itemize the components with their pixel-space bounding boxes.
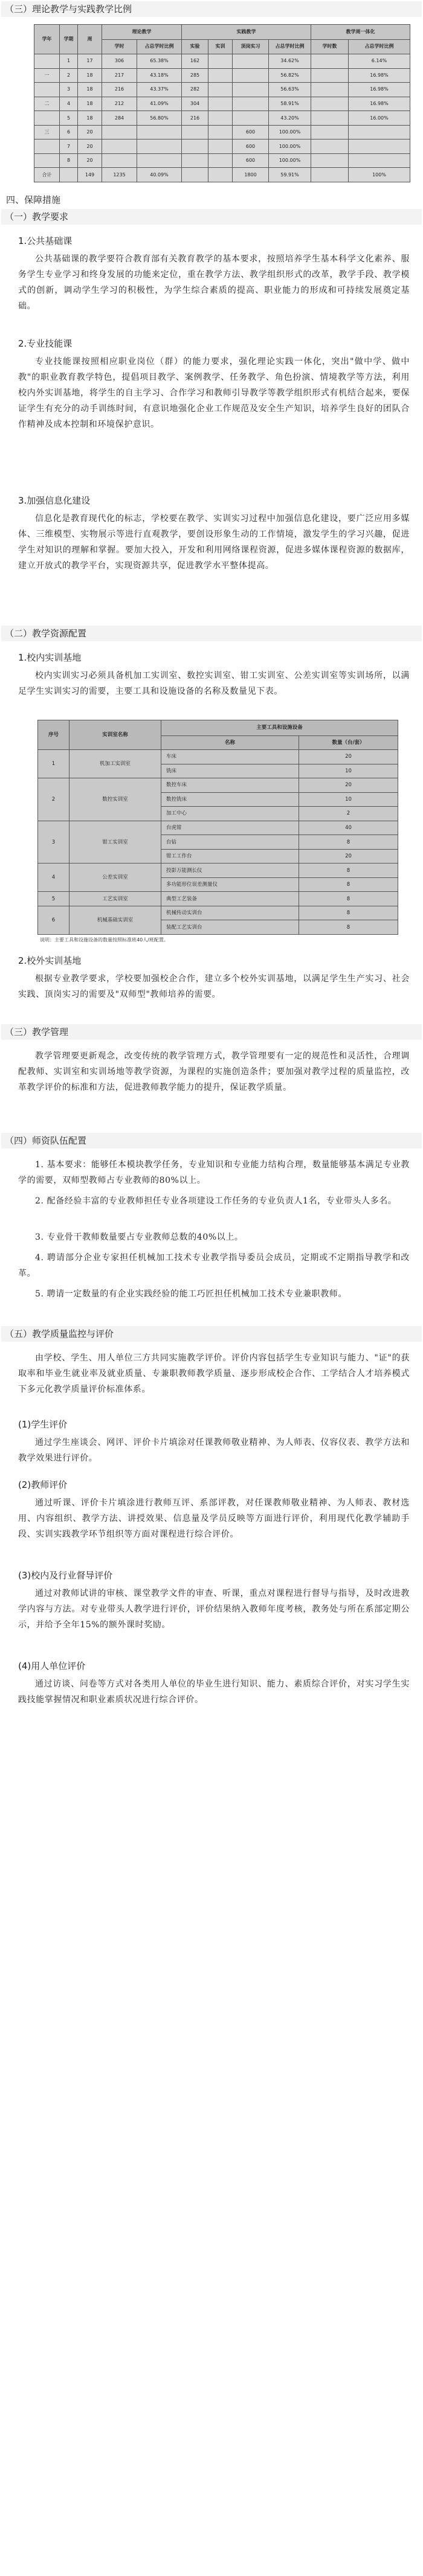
th-practice-ratio: 占总学时比例: [269, 39, 311, 54]
table-row: [38, 750, 398, 764]
table-cell: 18: [78, 111, 102, 126]
equip-qty-cell: 40: [299, 821, 398, 835]
staff-item-1: 1. 基本要求：能够任本模块教学任务，专业知识和专业能力结构合理，数量能够基本满足专业教学的需要，双师型教师占专业教师的80%以上。: [18, 1160, 410, 1185]
table-cell: [233, 83, 269, 97]
table-cell: 16.00%: [349, 111, 410, 126]
table-cell: [137, 125, 182, 139]
table-cell: 20: [78, 125, 102, 139]
th-theory: 理论教学: [102, 25, 182, 40]
staff-item-3: 3. 专业骨干教师数量要占专业教师总数的40%以上。: [35, 1232, 244, 1242]
equip-qty-cell: 20: [299, 778, 398, 793]
heading-public-courses: 1.公共基础课: [18, 235, 73, 246]
staff-item-5: 5. 聘请一定数量的有企业实践经验的能工巧匠担任机械加工技术专业兼职教师。: [35, 1289, 347, 1299]
table-cell: [349, 125, 410, 139]
table-cell: [233, 68, 269, 83]
table-cell: [34, 54, 60, 69]
equip-qty-cell: 8: [299, 835, 398, 850]
th-practice-intern: 顶岗实习: [233, 39, 269, 54]
table-cell: [311, 139, 349, 154]
heading-external-base: 2.校外实训基地: [18, 955, 82, 966]
para-supervision-eval: 通过对教师试讲的审核、课堂教学文件的审查、听课，重点对课程进行督导与指导，及时改进教学内容与方法。对专业带头人教学进行评价，评价结果纳入教师年度考核，教务处与所在系部定期公示，并给予全年15%的额外课时奖励。: [18, 1589, 410, 1630]
equip-name-cell: 铣床: [161, 764, 299, 778]
equip-qty-cell: 20: [299, 849, 398, 863]
table-cell: 59.91%: [269, 168, 311, 182]
section-title-teaching-req: （一）教学要求: [1, 209, 422, 225]
equip-qty-cell: 2: [299, 807, 398, 821]
th-equip-qty: 数量（台/套）: [299, 735, 398, 750]
table-cell: [311, 125, 349, 139]
table-cell: 6: [60, 125, 78, 139]
table-row: [38, 778, 398, 793]
th-semester: 学年: [34, 25, 60, 54]
th-practice-lab: 实验: [182, 39, 208, 54]
equip-name-cell: 多功能形位误差测量仪: [161, 877, 299, 892]
table-cell: 149: [78, 168, 102, 182]
equip-name-cell: 钳工工作台: [161, 849, 299, 863]
table-cell: [102, 153, 137, 168]
equip-room-cell: 公差实训室: [69, 863, 161, 892]
table-cell: 216: [182, 111, 208, 126]
table-row: [38, 821, 398, 835]
table-cell: [34, 153, 60, 168]
table-cell: 1235: [102, 168, 137, 182]
equip-qty-cell: 8: [299, 920, 398, 935]
heading-student-eval: (1)学生评价: [18, 1419, 68, 1430]
table-cell: [208, 153, 233, 168]
equip-qty-cell: 8: [299, 863, 398, 878]
table-row: [34, 153, 410, 168]
table-cell: [137, 153, 182, 168]
equip-qty-cell: 20: [299, 750, 398, 764]
table-cell: [102, 125, 137, 139]
table-cell: 3: [60, 83, 78, 97]
section-title-management: （三）教学管理: [1, 1024, 422, 1040]
equip-room-cell: 机械基础实训室: [69, 906, 161, 934]
table-cell: [182, 139, 208, 154]
th-equipment: 主要工具和设施设备: [161, 720, 398, 736]
table-cell: 162: [182, 54, 208, 69]
equip-room-cell: 机加工实训室: [69, 750, 161, 778]
table-cell: 600: [233, 125, 269, 139]
table-cell: 56.82%: [269, 68, 311, 83]
table-row: [34, 125, 410, 139]
th-total: 教学周一体化: [311, 25, 410, 40]
table-cell: 217: [102, 68, 137, 83]
table-cell: 二: [34, 97, 60, 111]
table-cell: [208, 97, 233, 111]
table-cell: 65.38%: [137, 54, 182, 69]
para-employer-eval: 通过访谈、问卷等方式对各类用人单位的毕业生进行知识、能力、素质综合评价，对实习学生实践技能掌握情况和职业素质状况进行综合评价。: [18, 1679, 410, 1705]
table-cell: 7: [60, 139, 78, 154]
table-cell: 100.00%: [269, 125, 311, 139]
equip-name-cell: 台虎钳: [161, 821, 299, 835]
table-cell: 56.63%: [269, 83, 311, 97]
heading-skill-courses: 2.专业技能课: [18, 338, 73, 349]
table-cell: [182, 125, 208, 139]
th-theory-hours: 学时: [102, 39, 137, 54]
equip-room-cell: 钳工实训室: [69, 821, 161, 863]
th-room: 实训室名称: [69, 720, 161, 750]
table-cell: [208, 68, 233, 83]
heading-employer-eval: (4)用人单位评价: [18, 1661, 86, 1671]
table-cell: 100%: [349, 168, 410, 182]
table-cell: [34, 111, 60, 126]
staff-item-4: 4. 聘请部分企业专家担任机械加工技术专业教学指导委员会成员，定期或不定期指导教学和改革。: [18, 1253, 410, 1278]
table-cell: 1: [60, 54, 78, 69]
table-cell: 16.98%: [349, 83, 410, 97]
equip-name-cell: 投影万能测长仪: [161, 863, 299, 878]
table-cell: [182, 153, 208, 168]
table-cell: 58.91%: [269, 97, 311, 111]
table-row: [34, 111, 410, 126]
th-total-ratio: 占总学时比例: [349, 39, 410, 54]
para-public-courses: 公共基础课的教学要符合教育部有关教育教学的基本要求，按照培养学生基本科学文化素养、服务学生专业学习和终身发展的功能来定位，重在教学方法、教学组织形式的改革，教学手段、教学模式的创新，调动学生学习的积极性，为学生综合素质的提高、职业能力的形成和可持续发展奠定基础。: [18, 254, 410, 311]
th-weeks: 周: [78, 25, 102, 54]
equip-room-cell: 工艺实训室: [69, 892, 161, 906]
equip-name-cell: 车床: [161, 750, 299, 764]
table-cell: 18: [78, 97, 102, 111]
equip-qty-cell: 8: [299, 906, 398, 920]
section-title-resources: （二）教学资源配置: [1, 626, 422, 641]
equip-qty-cell: 10: [299, 792, 398, 807]
table-row: [34, 83, 410, 97]
table-cell: 16.98%: [349, 97, 410, 111]
table-cell: 216: [102, 83, 137, 97]
table-cell: [311, 68, 349, 83]
table-cell: 16.98%: [349, 68, 410, 83]
table-cell: 34.62%: [269, 54, 311, 69]
heading-teacher-eval: (2)教师评价: [18, 1479, 68, 1490]
equip-name-cell: 数控车床: [161, 778, 299, 793]
th-practice-site: 实训: [208, 39, 233, 54]
table-cell: 2: [60, 68, 78, 83]
table-cell: [208, 168, 233, 182]
para-external-base: 根据专业教学要求，学校要加强校企合作，建立多个校外实训基地，以满足学生生产实习、社会实践、顶岗实习的需要及"双师型"教师培养的需要。: [18, 974, 410, 999]
table-cell: [208, 111, 233, 126]
table-row: [34, 168, 410, 182]
table-cell: [137, 139, 182, 154]
equip-seq-cell: 2: [38, 778, 69, 821]
table-cell: 4: [60, 97, 78, 111]
para-skill-courses: 专业技能课按照相应职业岗位（群）的能力要求，强化理论实践一体化，突出"做中学、做中教"的职业教育教学特色，提倡项目教学、案例教学、任务教学、角色扮演、情境教学等方法，利用校内外实训基地，将学生的自主学习、合作学习和教师引导教学等教学组织形式有机结合起来，要保证学生有充分的动手训练时间，有意识地强化企业工作规范及安全生产知识，培养学生良好的团队合作精神及成本控制和环境保护意识。: [18, 357, 410, 429]
equip-seq-cell: 4: [38, 863, 69, 892]
para-internal-base: 校内实训实习必须具备机加工实训室、数控实训室、钳工实训室、公差实训室等实训场所，以满足学生实训实习的需要，主要工具和设施设备的名称及数量见下表。: [18, 671, 410, 696]
equip-name-cell: 典型工艺装备: [161, 892, 299, 906]
equip-name-cell: 台钻: [161, 835, 299, 850]
equipment-note: 说明：主要工具和设施设备的数量按照标准班40人/班配置。: [40, 937, 169, 943]
heading-supervision-eval: (3)校内及行业督导评价: [18, 1570, 113, 1581]
table-cell: 304: [182, 97, 208, 111]
section-title-quality: （五）教学质量监控与评价: [1, 1326, 422, 1342]
equip-seq-cell: 6: [38, 906, 69, 934]
table-cell: 284: [102, 111, 137, 126]
table-cell: 43.37%: [137, 83, 182, 97]
table-row: [34, 68, 410, 83]
equip-qty-cell: 8: [299, 892, 398, 906]
th-term: 学期: [60, 25, 78, 54]
table-cell: [311, 97, 349, 111]
table-cell: 41.09%: [137, 97, 182, 111]
table-cell: [102, 139, 137, 154]
table-row: [38, 906, 398, 920]
table-cell: 600: [233, 153, 269, 168]
table-cell: [208, 125, 233, 139]
table-cell: 5: [60, 111, 78, 126]
table-cell: 100.00%: [269, 153, 311, 168]
table-cell: 20: [78, 153, 102, 168]
para-quality-intro: 由学校、学生、用人单位三方共同实施教学评价。评价内容包括学生专业知识与能力、"证"的获取率和毕业生就业率及就业质量、专兼职教师教学质量、逐步形成校企合作、工学结合人才培养模式下多元化教学质量评价标准体系。: [18, 1353, 410, 1394]
table-cell: 43.18%: [137, 68, 182, 83]
table-cell: [311, 83, 349, 97]
table-cell: [34, 83, 60, 97]
equip-seq-cell: 3: [38, 821, 69, 863]
table-cell: 20: [78, 139, 102, 154]
equip-room-cell: 数控实训室: [69, 778, 161, 821]
table-cell: [34, 139, 60, 154]
heading-internal-base: 1.校内实训基地: [18, 652, 82, 663]
section-title-ratio: （三）理论教学与实践教学比例: [1, 1, 422, 17]
table-cell: [208, 54, 233, 69]
table-cell: [311, 54, 349, 69]
th-seq: 序号: [38, 720, 69, 750]
para-student-eval: 通过学生座谈会、网评、评价卡片填涂对任课教师敬业精神、为人师表、仪容仪表、教学方法和教学效果进行评价。: [18, 1438, 410, 1463]
equip-name-cell: 机械传动实训台: [161, 906, 299, 920]
para-management: 教学管理要更新观念，改变传统的教学管理方式，教学管理要有一定的规范性和灵活性，合理调配教师、实训室和实训场地等教学资源，为课程的实施创造条件；要加强对教学过程的质量监控，改革教学评价的标准和方法，促进教师教学能力的提升，保证教学质量。: [18, 1051, 410, 1092]
teaching-ratio-table: [34, 24, 410, 182]
equip-seq-cell: 1: [38, 750, 69, 778]
table-cell: 三: [34, 125, 60, 139]
table-row: [34, 139, 410, 154]
table-cell: 一: [34, 68, 60, 83]
table-cell: 600: [233, 139, 269, 154]
table-cell: 合计: [34, 168, 60, 182]
table-cell: 56.80%: [137, 111, 182, 126]
table-row: [38, 892, 398, 906]
table-cell: [233, 111, 269, 126]
equip-seq-cell: 5: [38, 892, 69, 906]
equip-qty-cell: 8: [299, 877, 398, 892]
table-cell: [311, 168, 349, 182]
equipment-table: [37, 720, 398, 935]
para-teacher-eval: 通过听课、评价卡片填涂进行教师互评、系部评教，对任课教师敬业精神、为人师表、教材选用、内容组织、教学方法、讲授效果、信息量及学员反映等方面进行评价，利用现代化教学辅助手段、实训实践教学环节组织等方面对课程进行综合评价。: [18, 1498, 410, 1539]
table-row: [38, 863, 398, 878]
th-total-hours: 学时数: [311, 39, 349, 54]
para-informatization: 信息化是教育现代化的标志，学校要在教学、实训实习过程中加强信息化建设，要广泛应用多媒体、三维模型、实物展示等进行直观教学，要创设形象生动的工作情境，激发学生的学习兴趣，促进学生对知识的理解和掌握。要加大投入，开发和利用网络课程资源，促进多媒体课程资源的数据库，建立开放式的教学平台，实现资源共享，促进教学水平整体提高。: [18, 514, 410, 571]
table-row: [34, 54, 410, 69]
table-cell: 18: [78, 83, 102, 97]
table-cell: [182, 168, 208, 182]
table-cell: [311, 153, 349, 168]
table-cell: [233, 54, 269, 69]
equip-name-cell: 加工中心: [161, 807, 299, 821]
section-title-guarantee: 四、保障措施: [6, 194, 61, 205]
table-cell: [311, 111, 349, 126]
table-cell: [349, 139, 410, 154]
th-equip-name: 名称: [161, 735, 299, 750]
table-cell: 212: [102, 97, 137, 111]
staff-item-2: 2. 配备经验丰富的专业教师担任专业各项建设工作任务的专业负责人1名，专业带头人多名。: [35, 1196, 397, 1206]
heading-informatization: 3.加强信息化建设: [18, 495, 91, 506]
equip-name-cell: 数控铣床: [161, 792, 299, 807]
equip-name-cell: 装配工艺实训台: [161, 920, 299, 935]
table-cell: [60, 168, 78, 182]
table-cell: 43.20%: [269, 111, 311, 126]
table-cell: [208, 83, 233, 97]
th-theory-ratio: 占总学时比例: [137, 39, 182, 54]
table-cell: [349, 153, 410, 168]
table-row: [34, 97, 410, 111]
table-cell: [208, 139, 233, 154]
table-cell: 1800: [233, 168, 269, 182]
table-cell: 100.00%: [269, 139, 311, 154]
table-cell: 282: [182, 83, 208, 97]
table-cell: 40.09%: [137, 168, 182, 182]
table-cell: 285: [182, 68, 208, 83]
table-cell: [233, 97, 269, 111]
table-cell: 6.14%: [349, 54, 410, 69]
section-title-staff: （四）师资队伍配置: [1, 1133, 422, 1149]
table-cell: 18: [78, 68, 102, 83]
equip-qty-cell: 10: [299, 764, 398, 778]
th-practice: 实践教学: [182, 25, 311, 40]
table-cell: 306: [102, 54, 137, 69]
table-cell: 8: [60, 153, 78, 168]
table-cell: 17: [78, 54, 102, 69]
